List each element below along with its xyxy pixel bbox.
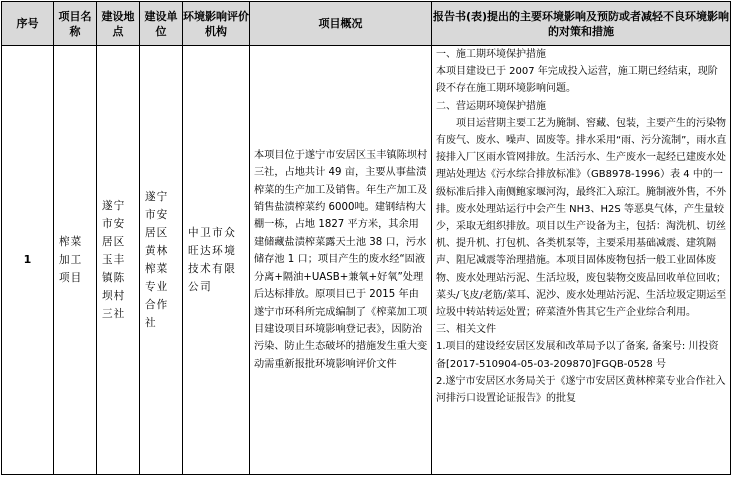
cell-eia-organization: 中卫市众旺达环境技术有限公司 xyxy=(183,46,250,475)
header-measures: 报告书(表)提出的主要环境影响及预防或者减轻不良环境影响的对策和措施 xyxy=(432,2,731,46)
section-documents-title: 三、相关文件 xyxy=(436,324,496,336)
cell-seq: 1 xyxy=(2,46,54,475)
cell-overview: 本项目位于遂宁市安居区玉丰镇陈坝村三社，占地共计 49 亩，主要从事盐渍榨菜的生产加工及销售。年生产加工及销售盐渍榨菜约 6000吨。建钢结构大棚一栋，占地 1827 平方米，其余用建储藏盐渍榨菜露天土池 38 口，污水储存池 1 口；项目产生的废水经“固液分离+隔油+UASB+兼氧+好氧”处理后达标排放。原项目已于 2015 年由遂宁市环科所完成编制了《榨菜加工项目建设项目环境影响登记表》，因防治污染、防止生态破坏的措施发生重大变动需重新报批环境影响评价文件 xyxy=(250,46,432,475)
cell-construction-unit: 遂宁市安居区黄林榨菜专业合作社 xyxy=(140,46,183,475)
section-construction-text: 本项目建设已于 2007 年完成投入运营，施工期已经结束，现阶段不存在施工期环境影响问题。 xyxy=(436,66,718,95)
document-item: 1.项目的建设经安居区发展和改革局予以了备案, 备案号: 川投资备[2017-510904-05-03-209870]FGQB-0528 号 xyxy=(436,341,719,370)
document-item: 2.遂宁市安居区水务局关于《遂宁市安居区黄林榨菜专业合作社入河排污口设置论证报告》的批复 xyxy=(436,375,726,405)
section-operation-text: 项目运营期主要工艺为腌制、窖藏、包装，主要产生的污染物有废气、废水、噪声、固废等。排水采用“雨、污分流制”，雨水直接排入厂区雨水管网排放。生活污水、生产废水一起经已建废水处理站处理达《污水综合排放标准》（GB8978-1996）表 4 中的一级标准后排入南侧鲍家堰河沟，最终汇入琼江。腌制液外售，不外排。废水处理站运行中会产生 NH3、H2S 等恶臭气体，产生量较少，采取无组织排放。项目以生产设备为主，包括：淘洗机、切丝机、提升机、打包机、各类机泵等，主要采用基础减震、建筑隔声、阻尼减震等治理措施。本项目固体废物包括一般工业固体废物、废水处理站污泥、生活垃圾，废包装物交废品回收单位回收；菜头/飞皮/老筋/菜耳、泥沙、废水处理站污泥、生活垃圾定期运至垃圾中转站转运处置；碎菜渣外售其它生产企业综合利用。 xyxy=(436,117,727,319)
header-overview: 项目概况 xyxy=(250,2,432,46)
header-row xyxy=(2,2,731,46)
cell-project-name: 榨菜加工项目 xyxy=(54,46,97,475)
eia-approval-table xyxy=(1,1,731,475)
section-construction-title: 一、施工期环境保护措施 xyxy=(436,49,546,60)
cell-location: 遂宁市安居区玉丰镇陈坝村三社 xyxy=(97,46,140,475)
header-project-name: 项目名称 xyxy=(54,2,97,46)
header-eia-organization: 环境影响评价机构 xyxy=(183,2,250,46)
cell-measures xyxy=(432,46,731,475)
section-operation-title: 二、营运期环境保护措施 xyxy=(436,100,546,112)
header-seq: 序号 xyxy=(2,2,54,46)
table-row xyxy=(2,46,731,475)
header-construction-unit: 建设单位 xyxy=(140,2,183,46)
header-location: 建设地点 xyxy=(97,2,140,46)
